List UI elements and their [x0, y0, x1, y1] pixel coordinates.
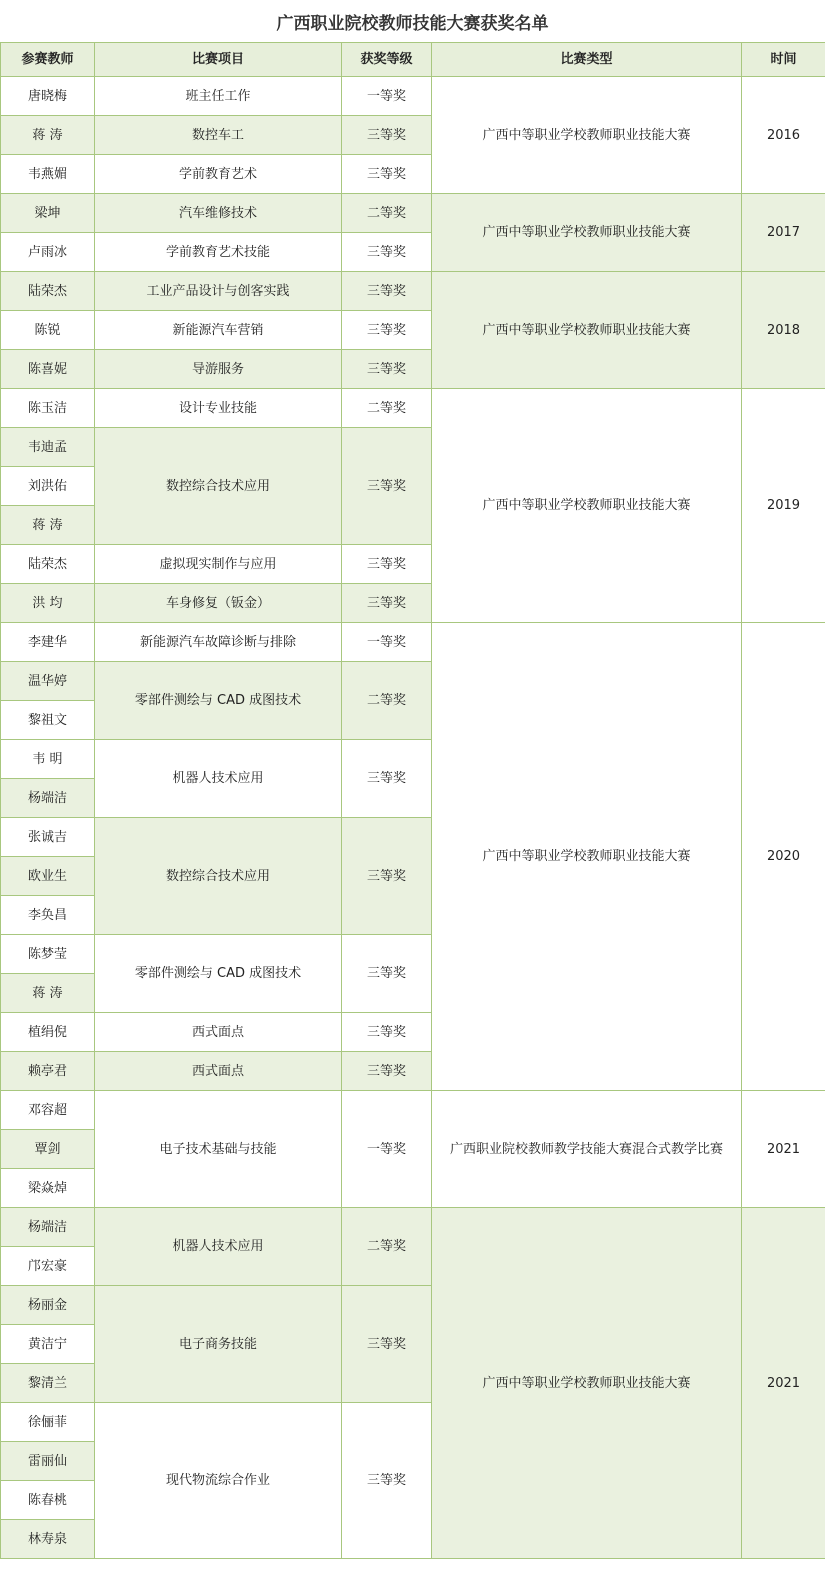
table-row	[1, 623, 825, 662]
project-cell: 零部件测绘与 CAD 成图技术	[95, 662, 342, 740]
teacher-cell: 刘洪佑	[1, 467, 95, 506]
teacher-cell: 张诚吉	[1, 818, 95, 857]
year-cell: 2016	[742, 77, 825, 194]
type-cell: 广西中等职业学校教师职业技能大赛	[432, 194, 742, 272]
level-cell: 三等奖	[342, 350, 432, 389]
project-cell: 工业产品设计与创客实践	[95, 272, 342, 311]
project-cell: 新能源汽车营销	[95, 311, 342, 350]
project-cell: 西式面点	[95, 1052, 342, 1091]
table-row	[1, 194, 825, 233]
header-year: 时间	[742, 43, 825, 77]
level-cell: 一等奖	[342, 623, 432, 662]
teacher-cell: 雷丽仙	[1, 1442, 95, 1481]
project-cell: 学前教育艺术技能	[95, 233, 342, 272]
table-row	[1, 389, 825, 428]
teacher-cell: 赖亭君	[1, 1052, 95, 1091]
project-cell: 班主任工作	[95, 77, 342, 116]
project-cell: 机器人技术应用	[95, 740, 342, 818]
level-cell: 三等奖	[342, 1403, 432, 1559]
level-cell: 三等奖	[342, 155, 432, 194]
teacher-cell: 陈玉洁	[1, 389, 95, 428]
teacher-cell: 陈梦莹	[1, 935, 95, 974]
level-cell: 三等奖	[342, 1013, 432, 1052]
teacher-cell: 洪 均	[1, 584, 95, 623]
level-cell: 三等奖	[342, 1286, 432, 1403]
teacher-cell: 陆荣杰	[1, 545, 95, 584]
project-cell: 新能源汽车故障诊断与排除	[95, 623, 342, 662]
year-cell: 2019	[742, 389, 825, 623]
teacher-cell: 梁坤	[1, 194, 95, 233]
teacher-cell: 卢雨冰	[1, 233, 95, 272]
teacher-cell: 覃剑	[1, 1130, 95, 1169]
level-cell: 三等奖	[342, 1052, 432, 1091]
teacher-cell: 杨丽金	[1, 1286, 95, 1325]
level-cell: 三等奖	[342, 116, 432, 155]
header-teacher: 参赛教师	[1, 43, 95, 77]
project-cell: 零部件测绘与 CAD 成图技术	[95, 935, 342, 1013]
level-cell: 一等奖	[342, 77, 432, 116]
type-cell: 广西职业院校教师教学技能大赛混合式教学比赛	[432, 1091, 742, 1208]
project-cell: 设计专业技能	[95, 389, 342, 428]
table-row	[1, 77, 825, 116]
teacher-cell: 徐俪菲	[1, 1403, 95, 1442]
type-cell: 广西中等职业学校教师职业技能大赛	[432, 1208, 742, 1559]
teacher-cell: 温华婷	[1, 662, 95, 701]
teacher-cell: 陈喜妮	[1, 350, 95, 389]
project-cell: 汽车维修技术	[95, 194, 342, 233]
project-cell: 电子技术基础与技能	[95, 1091, 342, 1208]
header-level: 获奖等级	[342, 43, 432, 77]
level-cell: 三等奖	[342, 818, 432, 935]
teacher-cell: 韦 明	[1, 740, 95, 779]
teacher-cell: 黎祖文	[1, 701, 95, 740]
project-cell: 学前教育艺术	[95, 155, 342, 194]
teacher-cell: 唐晓梅	[1, 77, 95, 116]
teacher-cell: 陈春桃	[1, 1481, 95, 1520]
teacher-cell: 杨端洁	[1, 779, 95, 818]
teacher-cell: 林寿泉	[1, 1520, 95, 1559]
header-row	[1, 43, 825, 77]
awards-table	[0, 42, 825, 1559]
teacher-cell: 邝宏豪	[1, 1247, 95, 1286]
teacher-cell: 蒋 涛	[1, 974, 95, 1013]
project-cell: 数控综合技术应用	[95, 818, 342, 935]
year-cell: 2018	[742, 272, 825, 389]
teacher-cell: 蒋 涛	[1, 116, 95, 155]
teacher-cell: 李奂昌	[1, 896, 95, 935]
page-title: 广西职业院校教师技能大赛获奖名单	[0, 0, 825, 43]
level-cell: 三等奖	[342, 584, 432, 623]
level-cell: 一等奖	[342, 1091, 432, 1208]
year-cell: 2020	[742, 623, 825, 1091]
type-cell: 广西中等职业学校教师职业技能大赛	[432, 272, 742, 389]
header-project: 比赛项目	[95, 43, 342, 77]
type-cell: 广西中等职业学校教师职业技能大赛	[432, 623, 742, 1091]
teacher-cell: 黄洁宁	[1, 1325, 95, 1364]
project-cell: 虚拟现实制作与应用	[95, 545, 342, 584]
table-row	[1, 1091, 825, 1130]
teacher-cell: 陆荣杰	[1, 272, 95, 311]
teacher-cell: 韦迪孟	[1, 428, 95, 467]
teacher-cell: 黎清兰	[1, 1364, 95, 1403]
project-cell: 数控综合技术应用	[95, 428, 342, 545]
level-cell: 三等奖	[342, 272, 432, 311]
table-row	[1, 272, 825, 311]
level-cell: 三等奖	[342, 233, 432, 272]
level-cell: 二等奖	[342, 662, 432, 740]
project-cell: 导游服务	[95, 350, 342, 389]
level-cell: 三等奖	[342, 428, 432, 545]
teacher-cell: 李建华	[1, 623, 95, 662]
type-cell: 广西中等职业学校教师职业技能大赛	[432, 389, 742, 623]
project-cell: 数控车工	[95, 116, 342, 155]
type-cell: 广西中等职业学校教师职业技能大赛	[432, 77, 742, 194]
project-cell: 机器人技术应用	[95, 1208, 342, 1286]
project-cell: 西式面点	[95, 1013, 342, 1052]
project-cell: 电子商务技能	[95, 1286, 342, 1403]
project-cell: 现代物流综合作业	[95, 1403, 342, 1559]
teacher-cell: 杨端洁	[1, 1208, 95, 1247]
level-cell: 三等奖	[342, 311, 432, 350]
level-cell: 二等奖	[342, 1208, 432, 1286]
level-cell: 二等奖	[342, 194, 432, 233]
table-row	[1, 1208, 825, 1247]
teacher-cell: 植绢倪	[1, 1013, 95, 1052]
year-cell: 2017	[742, 194, 825, 272]
level-cell: 二等奖	[342, 389, 432, 428]
teacher-cell: 邓容超	[1, 1091, 95, 1130]
teacher-cell: 蒋 涛	[1, 506, 95, 545]
teacher-cell: 欧业生	[1, 857, 95, 896]
level-cell: 三等奖	[342, 545, 432, 584]
teacher-cell: 韦燕媚	[1, 155, 95, 194]
header-type: 比赛类型	[432, 43, 742, 77]
year-cell: 2021	[742, 1208, 825, 1559]
level-cell: 三等奖	[342, 935, 432, 1013]
teacher-cell: 梁焱焯	[1, 1169, 95, 1208]
teacher-cell: 陈锐	[1, 311, 95, 350]
year-cell: 2021	[742, 1091, 825, 1208]
project-cell: 车身修复（钣金）	[95, 584, 342, 623]
level-cell: 三等奖	[342, 740, 432, 818]
